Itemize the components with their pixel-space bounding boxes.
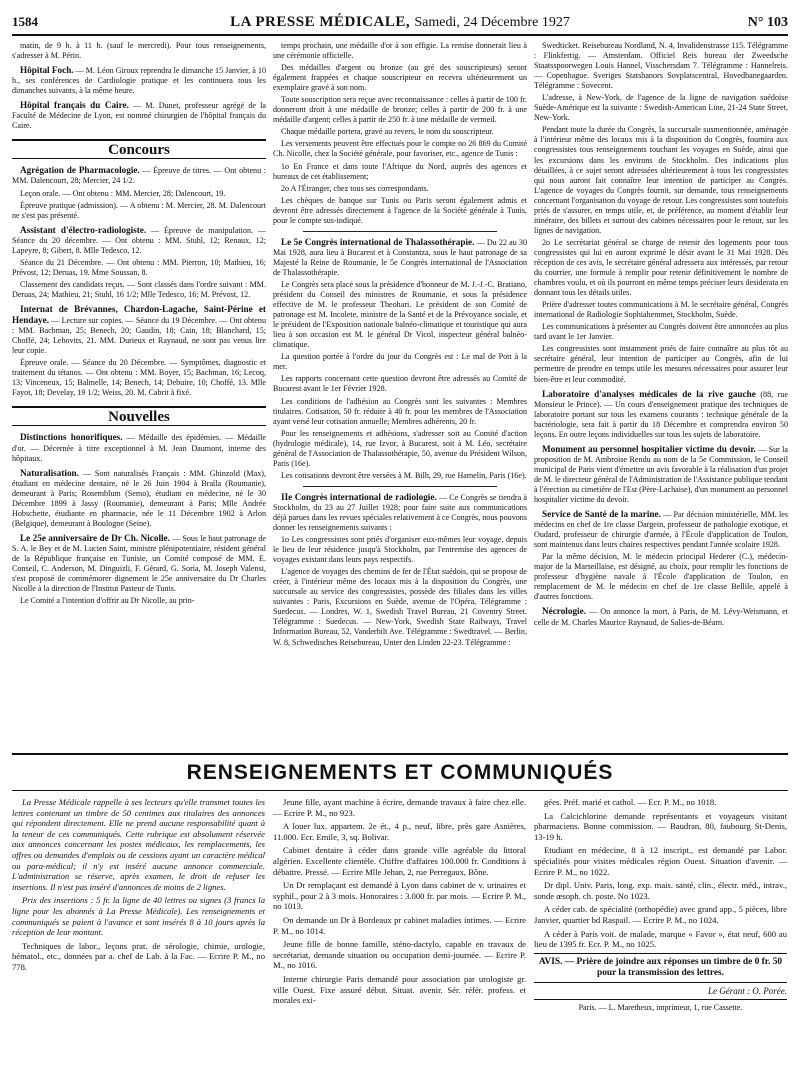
classified-ad: A louer lux. appartem. 2e ét., 4 p., neuf, libre, près gare Asnières, 11.000. Ecr. Emile, 3, sq. Bolivar.: [273, 821, 526, 842]
item-heading: Agrégation de Pharmacologie.: [20, 165, 140, 176]
item-heading: Internat de Brévannes, Chardon-Lagache, Saint-Périne et Hendaye.: [12, 303, 266, 326]
column-2: [273, 41, 527, 741]
title-text: LA PRESSE MÉDICALE,: [230, 14, 411, 30]
paragraph: 1o Les congressistes sont priés d'organiser eux-mêmes leur voyage, depuis le lieu de leur résidence jusqu'à Stockholm, par l'entremise des agences de voyages existant dans leurs pays respectifs.: [273, 535, 527, 565]
item-heading: Service de Santé de la marine.: [542, 509, 661, 520]
section-title-concours: Concours: [12, 139, 266, 159]
item-text: — Sont naturalisés Français : MM. Ghinzold (Max), étudiant en médecine dentaire, né le 26 Juin 1904 à Braïla (Roumanie), demeurant à Paris; Rosemblum (Semo), étudiant en médecine, né le 30 Décembre 1899 à Jassy (Roumanie), demeurant à Paris; Mlle Andrée Hobschette, étudiante en pharmacie, née le 11 Décembre 1902 à Arlon (Belgique), demeurant à Boulogne (Seine).: [12, 468, 266, 528]
paragraph: [273, 492, 527, 533]
item-text: — Médaille des épidémies. — Médaille d'or. — Décernée à titre exceptionnel à M. Jean Daumont, interne des hôpitaux.: [12, 433, 266, 463]
paragraph: Les cotisations devront être versées à M. Bilh, 29, rue Hamelin, Paris (16e).: [281, 470, 527, 480]
classified-ad: A céder cab. de spécialité (orthopédie) avec grand app., 5 pièces, libre Janvier, quartier bd Raspail. — Ecrire P. M., no 1024.: [534, 904, 787, 925]
paragraph: [12, 165, 266, 186]
page-number: 1584: [12, 14, 38, 29]
classified-ad: A céder à Paris voit. de malade, marque « Favor », état neuf, 600 au lieu de 1395 fr. Ecr. P. M., no 1025.: [534, 928, 787, 950]
item-text: — Sous le haut patronage de S. A. le Bey et de M. Lucien Saint, ministre plénipotentiaire, résident général de la République française en Tunisie, un Comité composé de MM. E. Conseil, C. Anderson, M. Dinguizli, F. Gérard, G. Soria, M. Joseph Valensi, s'est proposé de commémorer dignement le 25e anniversaire du Dr Charles Nicolle à la direction de l'Institut Pasteur de Tunis.: [12, 533, 266, 594]
classified-ad: Interne chirurgie Paris demandé pour association par urologiste gr. ville Ouest. Fixe assuré début. Situat. avenir. Sér. référ. profess. et morales exi-: [273, 973, 526, 1006]
paragraph: Les rapports concernant cette question devront être adressés au Comité de Bucarest avant le 1er Février 1928.: [273, 374, 527, 394]
paragraph: Épreuve orale. — Séance du 20 Décembre. — Symptômes, diagnostic et traitement du tétanos. — Ont obtenu : MM. Boyer, 15; Bachman, 16; Lecoq, 13; Vinceneux, 15; Balmelle, 14; Benech, 14; Debuire, 10; Choffé, 13. Mlle Fayot, 18; Develay, 19 1/2; Weiss, 20. M. Cabrit à fixé.: [12, 358, 266, 398]
paragraph: [534, 444, 788, 505]
item-heading: Nécrologie.: [542, 606, 586, 617]
item-text: — Du 22 au 30 Mai 1928, aura lieu à Bucarest et à Constantza, sous le haut patronage de sa Majesté la Reine de Roumanie, le 5e Congrès international de l'Association de Thalassothérapie.: [273, 237, 527, 277]
publication-title: [230, 14, 570, 31]
paragraph: matin, de 9 h. à 11 h. (sauf le mercredi). Pour tous renseignements, s'adresser à M. Périn.: [12, 41, 266, 61]
item-heading: Laboratoire d'analyses médicales de la rive gauche: [542, 388, 756, 399]
insertion-prices: Prix des insertions : 5 fr. la ligne de 40 lettres ou signes (3 francs la ligne pour les abonnés à La Presse Médicale). Les renseignements et communiqués se paient à l'avance et sont insérés 8 à 10 jours après la réception de leur montant.: [12, 895, 265, 938]
item-text: (88, rue Monsieur le Prince). — Un cours d'enseignement pratique des techniques de laboratoire portant sur tous les examens courants : technique générale de la bactériologie, sera fait à partir du 18 Décembre et comprendra environ 50 leçons. En outre leçons individuelles sur tous les sujets de laboratoire.: [534, 389, 788, 439]
section-title-nouvelles: Nouvelles: [12, 406, 266, 426]
paragraph: Classement des candidats reçus. — Sont classés dans l'ordre suivant : MM. Deruas, 24; Mathieu, 21; Stuhl, 16 1/2; Mlle Tedesco, 16; M. Prévost, 12.: [12, 279, 266, 299]
paragraph: [12, 468, 266, 529]
item-heading: IIe Congrès international de radiologie.: [281, 491, 437, 502]
renseignements-section: [12, 753, 788, 1017]
item-text: — On annonce la mort, à Paris, de M. Lévy-Weismann, et celle de M. Charles Maurice Raynaud, de Salies-de-Béarn.: [534, 607, 788, 627]
item-heading: Le 5e Congrès international de Thalassothérapie.: [281, 236, 475, 247]
classified-column-1: [12, 797, 265, 1017]
paragraph: Chaque médaille portera, gravé au revers, le nom du souscripteur.: [281, 127, 494, 137]
paragraph: [12, 100, 266, 131]
paragraph: Épreuve pratique (admission). — A obtenu : M. Mercier, 28. M. Dalencourt ne s'est pas présenté.: [12, 200, 266, 220]
paragraph: Des médailles d'argent ou bronze (au gré des souscripteurs) seront également frappées et chaque souscripteur en recevra ultérieurement un exemplaire gravé à son nom.: [273, 63, 527, 93]
paragraph: Le Congrès sera placé sous la présidence d'honneur de M. J.-J.-C. Bratiano, président du Conseil des ministres de Roumanie, et sous la présidence effective de M. le professeur Theohari. Le président de son Comité de patronage est M. Incolete, ministre de la Santé et de la Prévoyance sociale, et le président de l'Exposition nationale balnéo-climatique et touristique qui aura lieu à son occasion est M. le général Dr Vicol, inspecteur général balnéo-climatique.: [273, 279, 527, 350]
item-text: — Épreuve de manipulation. — Séance du 20 décembre. — Ont obtenu : MM. Stuhl, 12; Renaux, 12; Lapeyre, 8; Gibert, 8. Mlle Tedesco, 12.: [12, 225, 266, 255]
paragraph: Swedticket. Reisebureau Nordland, N. 4, Invalidenstrasse 115. Télégramme : Flinkfertig. — Amsterdam. Officiel Reis bureau der Zweedsche Staatsspoorwegen Louis Hannel, Visschersdam 7. Télégramme : Hannelreis. — Copenhague. Sveriges Statsbanors Sovplatscentral, Hovedbanegaarden. Télégramme : Sovecent.: [534, 41, 788, 91]
classified-column-3: [534, 797, 787, 1017]
item-text: — Sur la proposition de M. Ambroise Rendu au nom de la 5e Commission, le Conseil municipal de Paris vient d'émettre un avis favorable à la réalisation d'un projet de M. le directeur général de l'Administration de l'Assistance publique tendant à l'érection au cimetière de l'Est (Père-Lachaise), d'un monument au personnel hospitalier victime du devoir.: [534, 444, 788, 505]
imprimeur-line: Paris. — L. Maretheux, imprimeur, 1, rue Cassette.: [534, 999, 787, 1014]
item-heading: Distinctions honorifiques.: [20, 432, 123, 443]
item-text: — Par décision ministérielle, MM. les médecins en chef de 1re classe Dargein, professeur de pathologie exotique, et Oudard, professeur de chirurgie d'armée, à l'École d'application de Toulon, sont maintenus dans leurs chaires respectives pendant l'année scolaire 1928.: [534, 510, 788, 550]
paragraph: [273, 237, 527, 278]
classified-ad: Etudiant en médecine, 8 à 12 inscript., est demandé par Labor. spécialités pour visites médicales région Ouest. Situation d'avenir. — Ecrire P. M., no 1022.: [534, 845, 787, 877]
paragraph: Prière d'adresser toutes communications à M. le secrétaire général, Congrès international de Radiologie Sophiahemmet, Stockholm, Suède.: [534, 300, 788, 320]
issue-number: N° 103: [747, 15, 788, 30]
editorial-notice: La Presse Médicale rappelle à ses lecteurs qu'elle transmet toutes les lettres contenant un timbre de 50 centimes aux titulaires des annonces qui répondent directement. Elle ne prend aucune responsabilité quant à la teneur de ces communiqués. Cette rubrique est absolument réservée aux annonces concernant les postes médicaux, les remplacements, les offres ou demandes d'emplois ou de cessions ayant un caractère médical ou para-médical; il n'y est inséré aucune annonce commerciale. L'administration se réserve, après examen, le droit de refuser les insertions. Il n'est pas inséré d'annonces de moins de 2 lignes.: [12, 797, 265, 892]
item-text: — M. Léon Giroux reprendra le dimanche 15 Janvier, à 10 h., ses conférences de Cardiologie pratique et les continuera tous les dimanches suivants, à la même heure.: [12, 66, 266, 96]
paragraph: [12, 225, 266, 256]
item-text: — Ce Congrès se tiendra à Stockholm, du 23 au 27 Juillet 1928; pour faire suite aux communications déjà parues dans les revues spéciales relativement à ce Congrès, nous pouvons donner les renseignements suivants :: [273, 492, 527, 533]
paragraph: [12, 65, 266, 96]
renseignements-title: RENSEIGNEMENTS ET COMMUNIQUÉS: [12, 761, 788, 791]
classified-ad: Cabinet dentaire à céder dans grande ville agréable du littoral algérien. Excellente clientèle. Chiffre d'affaires 100.000 fr. Conditions à débattre. Pressé. — Ecrire Mlle Jehan, 2, rue Perregaux, Bône.: [273, 845, 526, 877]
classified-ad: Dr dipl. Univ. Paris, long. exp. mais. santé, clin., électr. méd., intrav., sonde œsoph. ch. poste. No 1023.: [534, 880, 787, 901]
paragraph: Leçon orale. — Ont obtenu : MM. Mercier, 28; Dalencourt, 19.: [20, 188, 226, 198]
classified-ad: On demande un Dr à Bordeaux pr cabinet maladies intimes. — Ecrire P. M., no 1014.: [273, 914, 526, 936]
paragraph: Les communications à présenter au Congrès doivent être annoncées au plus tard avant le 1er Janvier.: [534, 322, 788, 342]
item-heading: Assistant d'électro-radiologiste.: [20, 224, 147, 235]
classified-ad: gées. Préf. marié et cathol. — Ecr. P. M., no 1018.: [544, 797, 717, 807]
paragraph: [12, 533, 266, 594]
paragraph: Pour les renseignements et adhésions, s'adresser soit au Comité d'action (hydrologie médicale), 14, rue Izvor, à Bucarest, soit à M. Léo, secrétaire général de l'Association de Thalassothérapie, 50, avenue du Président Wilson, Paris (16e).: [273, 428, 527, 468]
item-text: — Épreuve de titres. — Ont obtenu : MM. Dalencourt, 28; Mercier, 24 1/2.: [12, 166, 266, 186]
paragraph: 1o En France et dans toute l'Afrique du Nord, auprès des agences et bureaux de cet établissement;: [273, 161, 527, 181]
paragraph: [534, 606, 788, 627]
paragraph: Les congressistes sont instamment priés de faire connaître au plus tôt au secrétaire général, leur intention de participer au Congrès, afin de lui permettre de prendre en temps utile les mesures nécessaires pour assurer leur bien-être et leur commodité.: [534, 344, 788, 384]
paragraph: [12, 304, 266, 356]
paragraph: 2o Le secrétariat général se charge de retenir des logements pour tous congressistes qui lui en auront exprimé le désir avant le 31 Mai 1928. Dès réception de ces avis, le secrétaire général adressera aux intéressés, par retour du courrier, une formule à remplir pour retenir définitivement le nombre de chambres voulu, et où ils pourront en même temps préciser leurs desiderata en donnant tous les détails utiles.: [534, 237, 788, 298]
item-text: — Lecture sur copies. — Séance du 19 Décembre. — Ont obtenu : MM. Bachman, 25; Benech, 20; Gaudin, 18; Cain, 18; Blanchard, 15; Choffé, 24; Lebovits, 21. MM. Durieux et Raynaud, ne sont pas venus lire leur copie.: [12, 316, 266, 356]
paragraph: Les versements peuvent être effectués pour le compte no 26 869 du Comité Ch. Nicolle, chez la Société générale, pour favoriser, etc., agence de Tunis :: [273, 139, 527, 159]
divider: [303, 486, 497, 487]
paragraph: La question portée à l'ordre du jour du Congrès est : Le mal de Pott à la mer.: [273, 352, 527, 372]
paragraph: Toute souscription sera reçue avec reconnaissance : celles à partir de 100 fr. donneront droit à une médaille de bronze; celles à partir de 200 fr. à une médaille d'argent; celles à partir de 250 fr. à une médaille de vermeil.: [273, 95, 527, 125]
avis-notice: AVIS. — Prière de joindre aux réponses un timbre de 0 fr. 50 pour la transmission des lettres.: [534, 953, 787, 983]
paragraph: [534, 509, 788, 550]
classified-ad: Jeune fille de bonne famille, sténo-dactylo, capable en travaux de secrétariat, demande situation ou occupation demi-journée. — Ecrire P. M., no 1016.: [273, 939, 526, 971]
item-heading: Hôpital Foch.: [20, 65, 74, 76]
gerant-line: Le Gérant : O. Porée.: [708, 985, 787, 996]
paragraph: L'adresse, à New-York, de l'agence de la ligne de navigation suédoise Suède-Amérique est la suivante : Swedish-American Line, 21-24 State Street, New-York.: [534, 93, 788, 123]
paragraph: Les chèques de banque sur Tunis ou Paris seront également admis et devront être adressés directement à l'agence de la Société générale à Tunis, pour le compte sus-indiqué.: [273, 195, 527, 225]
paragraph: Le Comité a l'intention d'offrir au Dr Nicolle, au prin-: [20, 596, 195, 606]
paragraph: 2o A l'Étranger, chez tous ses correspondants.: [281, 183, 429, 193]
running-header: [12, 0, 788, 36]
paragraph: Séance du 21 Décembre. — Ont obtenu : MM. Pierron, 10; Mathieu, 16; Prévost, 12; Deruas, 19. Mme Soussan, 8.: [12, 257, 266, 277]
item-heading: Monument au personnel hospitalier victime du devoir.: [542, 443, 756, 454]
classified-ad: Un Dr remplaçant est demandé à Lyon dans cabinet de v. urinaires et syphil., pour 2 à 3 mois. Honoraires : 3.000 fr. par mois. — Ecrire P. M., no 1013.: [273, 880, 526, 912]
paragraph: temps prochain, une médaille d'or à son effigie. La remise donnerait lieu à une cérémonie officielle.: [273, 41, 527, 61]
item-heading: Hôpital français du Caire.: [20, 100, 129, 111]
paragraph: [534, 389, 788, 440]
issue-date: Samedi, 24 Décembre 1927: [414, 15, 570, 30]
classified-ad: Jeune fille, ayant machine à écrire, demande travaux à faire chez elle. — Ecrire P. M., no 923.: [273, 797, 526, 818]
paragraph: Par la même décision, M. le médecin principal Hederer (C.), médecin-major de la Marseillaise, est désigné, au choix, pour remplir les fonctions de professeur d'hygiène navale à l'École d'application de Toulon, en remplacement de M. le médecin en chef de 1re classe Bellile, appelé à d'autres fonctions.: [534, 552, 788, 602]
item-heading: Naturalisation.: [20, 467, 79, 478]
item-heading: Le 25e anniversaire de Dr Ch. Nicolle.: [20, 532, 170, 543]
column-1: [12, 41, 266, 741]
divider: [303, 231, 497, 232]
paragraph: [12, 432, 266, 463]
newspaper-page: [12, 0, 788, 1017]
classified-ad: Techniques de labor., leçons prat. de sérologie, chimie, urologie, hématol., etc., données par a. chef de Lab. à la Fac. — Ecrire P. M., no 778.: [12, 940, 265, 972]
item-text: — M. Dunet, professeur agrégé de la Faculté de Médecine de Lyon, est nommé chirurgien de l'hôpital français du Caire.: [12, 101, 266, 131]
classified-ad: La Calcichlorine demande représentants et voyageurs visitant pharmaciens. Bonne commission. — Baudran, 80, faubourg St-Denis, 13-19 h.: [534, 810, 787, 842]
classified-columns: [12, 797, 788, 1017]
classified-column-2: [273, 797, 526, 1017]
paragraph: Pendant toute la durée du Congrès, la succursale susmentionnée, aménagée à l'intérieur même des locaux mis à la disposition du Congrès, fournira aux congressistes tous renseignements touchant les voyages en Suède, ainsi que les excursions dans les environs de Stockholm. Des indications plus détaillées, à ce sujet seront adressées ultérieurement à tous les congressistes qui nous auront fait connaître leur intention de participer au Congrès. L'agence de voyages du Congrès fournit, sur demande, tous renseignements concernant l'organisation du voyage de retour. Les congressistes sont toutefois priés de s'assurer, en temps utile, et, de préférence, au moment d'établir leur itinéraire, des billets et surtout des cabines nécessaires pour le retour, sur les lignes de navigation.: [534, 125, 788, 235]
paragraph: Les conditions de l'adhésion au Congrès sont les suivantes : Membres titulaires. Cotisation, 50 fr. réduite à 40 fr. pour les membres de l'Association ayant versé leur cotisation annuelle; Membres adhérents, 20 fr.: [273, 396, 527, 426]
news-columns: [12, 41, 788, 741]
paragraph: L'agence de voyages des chemins de fer de l'État suédois, qui se propose de créer, à l'intérieur même des locaux mis à la disposition du Congrès, une succursale au service des congressistes, possède des filiales dans les villes suivantes : Paris, Excursions en Suède, avenue de l'Opéra, Télégramme : Suedecus. — Londres, W. 1, Swedish Travel Bureau, 21 Coventry Street. Télégramme : Suedecus. — New-York, Swedish State Railways, Travel Information Bureau, 52, Vanderbilt Ave. Télégramme : Swedtravel. — Berlin, W. 8, Schwedisches Reisebureau, Unter den Linden 22-23. Télégramme :: [273, 567, 527, 647]
column-3: [534, 41, 788, 741]
